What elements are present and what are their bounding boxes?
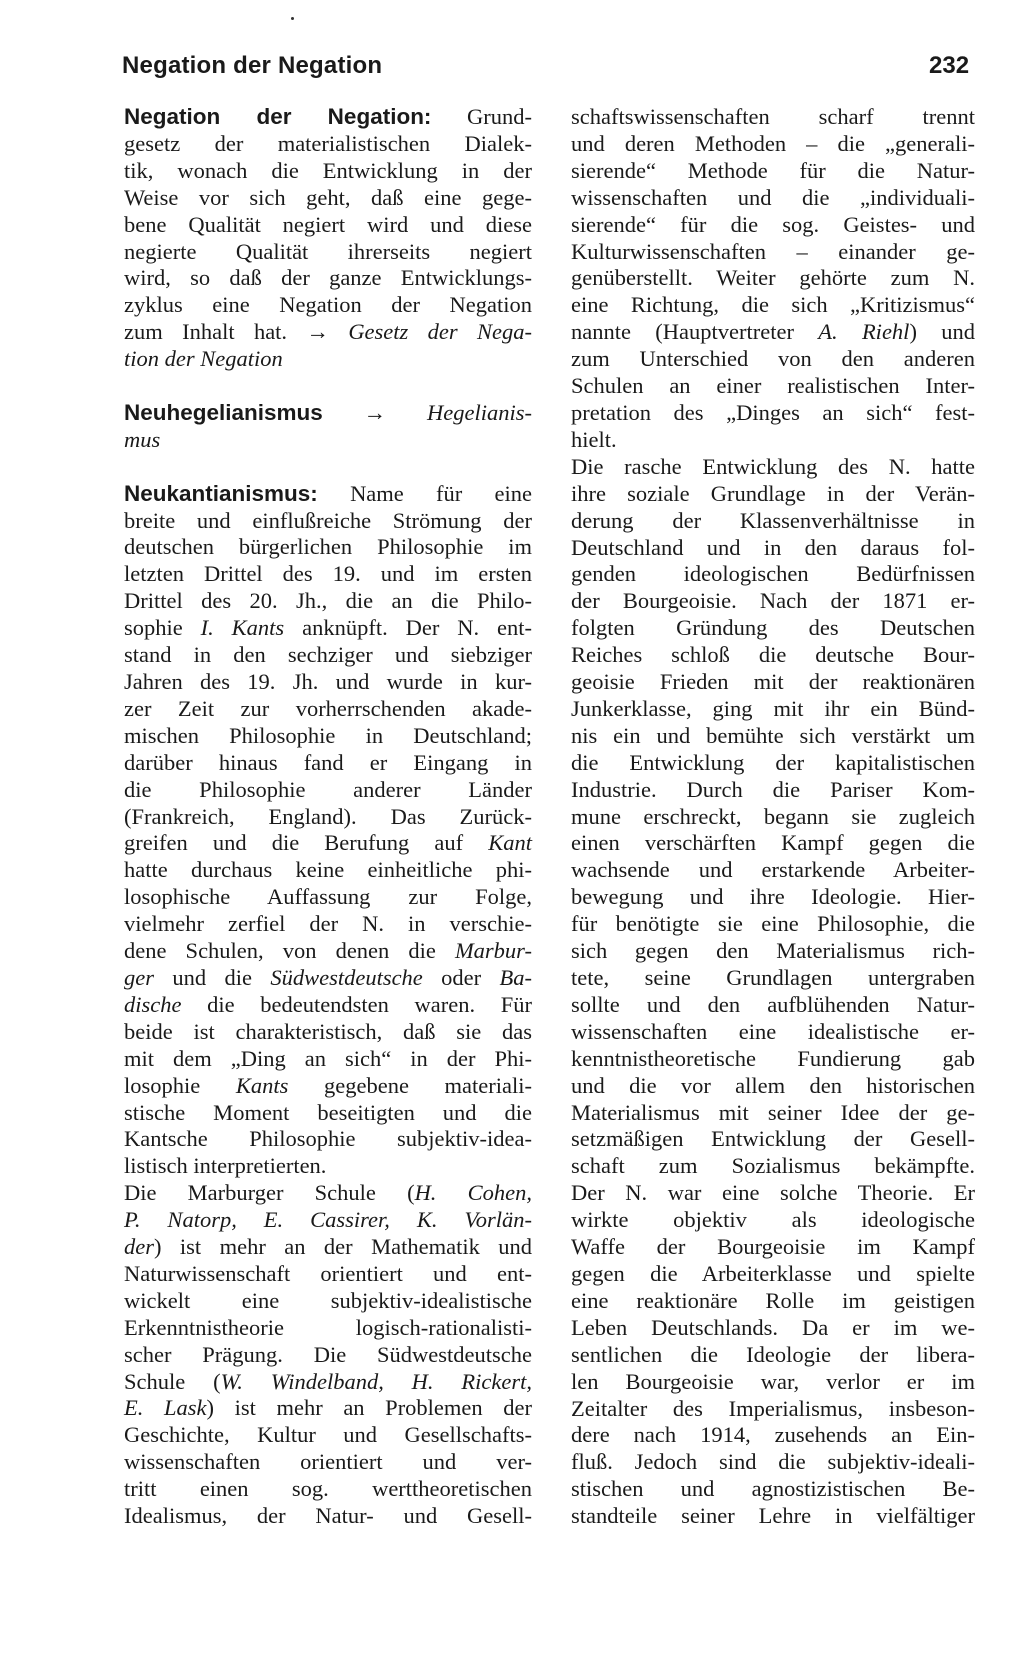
text-line: und deren Methoden – die „generali-: [571, 130, 975, 156]
text-line: dene Schulen, von denen die Marbur-: [124, 938, 532, 964]
cross-reference: tion der Negation: [124, 346, 283, 372]
text-line: wissenschaften eine idealistische er-: [571, 1018, 975, 1044]
text-line: schaftswissenschaften scharf trennt: [571, 104, 975, 129]
text-line: eine reaktionäre Rolle im geistigen: [571, 1287, 975, 1313]
text-line: bene Qualität negiert wird und diese: [124, 211, 532, 237]
text-line: Idealismus, der Natur- und Gesell-: [124, 1503, 532, 1529]
text-line: bewegung und ihre Ideologie. Hier-: [571, 884, 975, 910]
text-line: Negation der Negation: Grund-: [124, 104, 533, 129]
text-line: sierende“ für die sog. Geistes- und: [571, 211, 975, 237]
text-line: Drittel des 20. Jh., die an die Philo-: [124, 588, 532, 614]
text-line: Deutschland und in den daraus fol-: [571, 534, 975, 560]
text-line: negierte Qualität ihrerseits negiert: [124, 238, 532, 264]
entry-headword: Neuhegelianismus: [124, 399, 323, 425]
text-line: deutschen bürgerlichen Philosophie im: [124, 534, 532, 560]
dictionary-entry: [124, 400, 532, 454]
person-reference: Kants: [235, 1072, 289, 1098]
text-line: sophie I. Kants anknüpft. Der N. ent-: [124, 615, 533, 641]
text-line: zyklus eine Negation der Negation: [124, 292, 532, 318]
text-line: tik, wonach die Entwicklung in der: [124, 157, 532, 183]
person-reference: P. Natorp, E. Cassirer, K. Vorlän-: [124, 1207, 532, 1233]
text-line: zum Inhalt hat. → Gesetz der Nega-: [124, 319, 533, 345]
text-line: (Frankreich, England). Das Zurück-: [124, 803, 532, 829]
entry-headword: Negation der Negation:: [124, 104, 432, 129]
text-line: Junkerklasse, ging mit ihr ein Bünd-: [571, 695, 975, 721]
text-line: mischen Philosophie in Deutschland;: [124, 722, 532, 748]
person-reference: W. Windelband, H. Rickert,: [220, 1368, 532, 1394]
text-line: wissenschaften orientiert und ver-: [124, 1449, 532, 1475]
text-line: stische Moment beseitigten und die: [124, 1099, 532, 1125]
text-line: sollte und den aufblühenden Natur-: [571, 991, 975, 1017]
right-column: [571, 104, 975, 1530]
text-line: E. Lask) ist mehr an Problemen der: [124, 1395, 533, 1421]
cross-reference-arrow-icon: →: [306, 319, 329, 345]
text-line: die Entwicklung der kapitalistischen: [571, 749, 975, 775]
text-line: der Bourgeoisie. Nach der 1871 er-: [571, 588, 975, 614]
text-line: wickelt eine subjektiv-idealistische: [124, 1287, 532, 1313]
text-line: Industrie. Durch die Pariser Kom-: [571, 776, 975, 802]
text-line: scher Prägung. Die Südwestdeutsche: [124, 1341, 532, 1367]
text-line: Reiches schloß die deutsche Bour-: [571, 642, 975, 668]
page-number: 232: [929, 52, 970, 79]
text-line: Waffe der Bourgeoisie im Kampf: [571, 1234, 975, 1260]
text-line: Weise vor sich geht, daß eine gege-: [124, 184, 532, 210]
text-line: dische die bedeutendsten waren. Für: [124, 991, 532, 1017]
text-line: stischen und agnostizistischen Be-: [571, 1476, 975, 1502]
text-line: ger und die Südwestdeutsche oder Ba-: [124, 964, 532, 990]
text-line: vielmehr zerfiel der N. in verschie-: [124, 911, 532, 937]
text-line: Geschichte, Kultur und Gesellschafts-: [124, 1422, 532, 1448]
text-line: len Bourgeoisie war, verlor er im: [571, 1368, 975, 1394]
text-line: beide ist charakteristisch, daß sie das: [124, 1018, 532, 1044]
dictionary-entry: [124, 481, 532, 1530]
text-line: darüber hinaus fand er Eingang in: [124, 749, 532, 775]
text-line: wachsende und erstarkende Arbeiter-: [571, 857, 975, 883]
cross-reference: Hegelianis-: [427, 399, 533, 425]
person-reference: E. Lask: [124, 1395, 207, 1421]
text-line: Erkenntnistheorie logisch-rationalisti-: [124, 1314, 532, 1340]
text-line: Leben Deutschlands. Da er im we-: [571, 1314, 975, 1340]
text-line: zer Zeit zur vorherrschenden akade-: [124, 695, 532, 721]
text-line: losophie Kants gegebene materiali-: [124, 1072, 532, 1098]
person-reference: Kant: [488, 830, 533, 856]
cross-reference: Gesetz der Nega-: [348, 319, 533, 345]
school-reference: Südwestdeutsche: [270, 964, 423, 990]
text-line: ihre soziale Grundlage in der Verän-: [571, 480, 975, 506]
text-line: Der N. war eine solche Theorie. Er: [571, 1180, 975, 1206]
text-line: fluß. Jedoch sind die subjektiv-ideali-: [571, 1449, 975, 1475]
text-line: gesetz der materialistischen Dialek-: [124, 130, 532, 156]
text-line: und die vor allem den historischen: [571, 1072, 975, 1098]
text-line: der) ist mehr an der Mathematik und: [124, 1234, 532, 1260]
text-line: folgten Gründung des Deutschen: [571, 615, 975, 641]
text-line: nannte (Hauptvertreter A. Riehl) und: [571, 319, 975, 345]
text-line: mit dem „Ding an sich“ in der Phi-: [124, 1045, 532, 1071]
text-line: tritt einen sog. werttheoretischen: [124, 1476, 532, 1502]
text-line: nis ein und bemühte sich verstärkt um: [571, 722, 975, 748]
text-line: eine Richtung, die sich „Kritizismus“: [571, 292, 975, 318]
text-line: Kulturwissenschaften – einander ge-: [571, 238, 975, 264]
person-reference: I. Kants: [200, 615, 285, 641]
text-line: geoisie Frieden mit der reaktionären: [571, 669, 975, 695]
text-line: dere nach 1914, zusehends an Ein-: [571, 1422, 975, 1448]
text-line: listisch interpretierten.: [124, 1153, 327, 1179]
running-head: Negation der Negation: [122, 52, 383, 79]
text-line: die Philosophie anderer Länder: [124, 776, 532, 802]
person-reference: H. Cohen,: [414, 1180, 532, 1206]
entry-headword: Neukantianismus:: [124, 480, 318, 506]
text-line: losophische Auffassung zur Folge,: [124, 884, 532, 910]
text-line: wissenschaften und die „individuali-: [571, 184, 975, 210]
text-line: stand in den sechziger und siebziger: [124, 642, 532, 668]
text-line: zum Unterschied von den anderen: [571, 346, 975, 372]
text-line: [124, 427, 532, 454]
text-line: schaft zum Sozialismus bekämpfte.: [571, 1153, 975, 1179]
text-line: gegen die Arbeiterklasse und spielte: [571, 1260, 975, 1286]
text-line: greifen und die Berufung auf Kant: [124, 830, 533, 856]
text-line: hatte durchaus keine einheitliche phi-: [124, 857, 532, 883]
text-line: sentlichen die Ideologie der libera-: [571, 1341, 975, 1367]
school-reference: Ba-: [499, 964, 532, 990]
text-line: wirkte objektiv als ideologische: [571, 1207, 975, 1233]
text-line: einen verschärften Kampf gegen die: [571, 830, 975, 856]
text-line: sich gegen den Materialismus rich-: [571, 938, 975, 964]
text-line: Materialismus mit seiner Idee der ge-: [571, 1099, 975, 1125]
text-line: genden ideologischen Bedürfnissen: [571, 561, 975, 587]
text-line: Kantsche Philosophie subjektiv-idea-: [124, 1126, 532, 1152]
text-line: Schule (W. Windelband, H. Rickert,: [124, 1368, 532, 1394]
text-line: Neukantianismus: Name für eine: [124, 480, 532, 506]
text-line: hielt.: [571, 426, 617, 452]
text-line: mune erschreckt, begann sie zugleich: [571, 803, 975, 829]
text-line: breite und einflußreiche Strömung der: [124, 507, 532, 533]
text-line: pretation des „Dinges an sich“ fest-: [571, 399, 975, 425]
text-line: tete, seine Grundlagen untergraben: [571, 965, 975, 990]
person-reference: A. Riehl: [818, 319, 910, 345]
text-line: Jahren des 19. Jh. und wurde in kur-: [124, 669, 532, 694]
text-line: für benötigte sie eine Philosophie, die: [571, 911, 975, 937]
text-line: Schulen an einer realistischen Inter-: [571, 373, 975, 399]
left-column: [124, 104, 532, 1530]
dictionary-entry: [124, 104, 532, 373]
text-line: standteile seiner Lehre in vielfältiger: [571, 1503, 975, 1529]
text-line: sierende“ Methode für die Natur-: [571, 157, 975, 183]
speck-mark: [291, 17, 294, 20]
text-line: setzmäßigen Entwicklung der Gesell-: [571, 1126, 975, 1152]
text-line: genüberstellt. Weiter gehörte zum N.: [571, 265, 975, 291]
text-line: derung der Klassenverhältnisse in: [571, 507, 975, 533]
text-line: Die rasche Entwicklung des N. hatte: [571, 453, 975, 479]
text-line: [124, 400, 532, 427]
text-line: Zeitalter des Imperialismus, insbeson-: [571, 1395, 975, 1421]
text-line: letzten Drittel des 19. und im ersten: [124, 561, 532, 587]
cross-reference: mus: [124, 426, 161, 452]
text-line: Die Marburger Schule (H. Cohen,: [124, 1180, 532, 1206]
text-line: [124, 1207, 532, 1234]
text-line: Naturwissenschaft orientiert und ent-: [124, 1260, 532, 1286]
school-reference: Marbur-: [454, 938, 532, 964]
text-line: wird, so daß der ganze Entwicklungs-: [124, 265, 532, 291]
text-line: kenntnistheoretische Fundierung gab: [571, 1045, 975, 1071]
text-line: [124, 346, 532, 373]
cross-reference-arrow-icon: →: [363, 399, 387, 425]
